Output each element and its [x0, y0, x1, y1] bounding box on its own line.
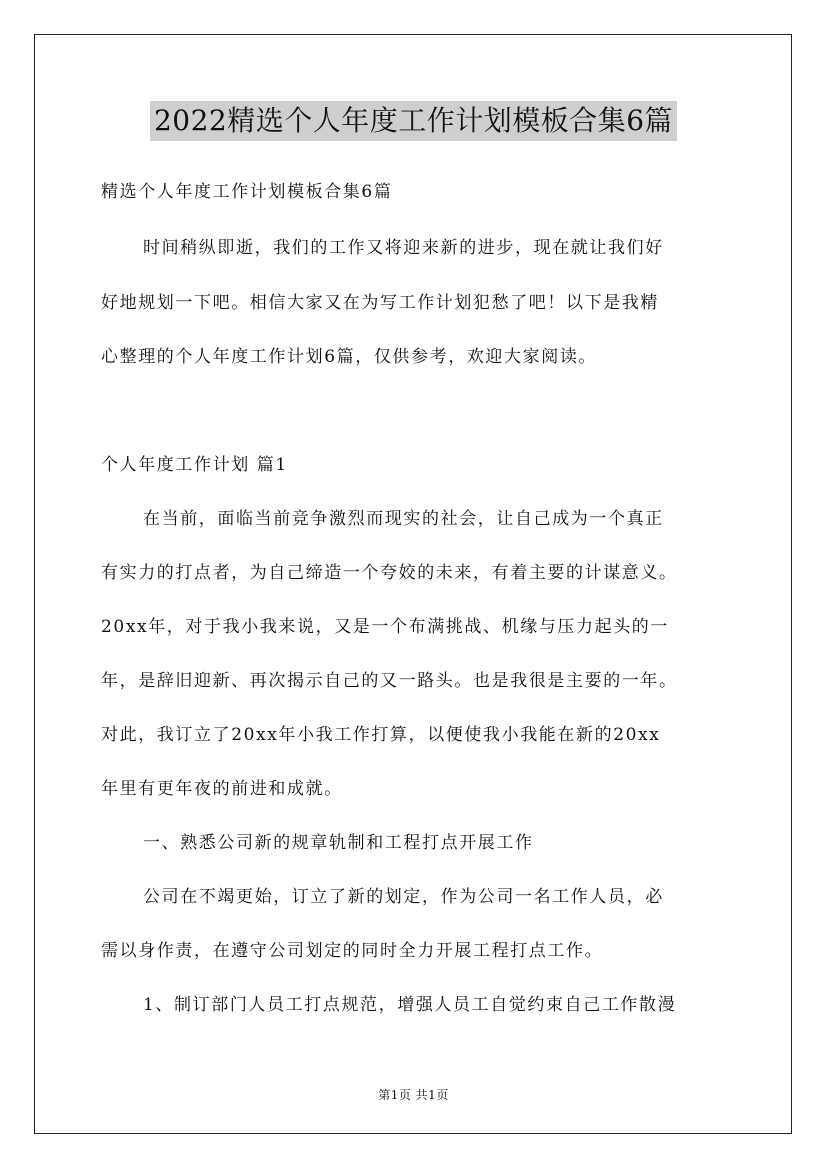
page-footer: 第1页 共1页	[378, 1088, 449, 1102]
document-title	[0, 101, 827, 141]
section-heading: 个人年度工作计划 篇1	[101, 455, 288, 475]
section-line-6: 年里有更年夜的前进和成就。	[101, 779, 343, 799]
item-line-1: 公司在不竭更始，订立了新的划定，作为公司一名工作人员，必	[143, 887, 664, 907]
intro-line-3: 心整理的个人年度工作计划6篇，仅供参考，欢迎大家阅读。	[101, 347, 598, 367]
section-line-3: 20xx年，对于我小我来说，又是一个布满挑战、机缘与压力起头的一	[101, 617, 670, 637]
intro-line-2: 好地规划一下吧。相信大家又在为写工作计划犯愁了吧！以下是我精	[101, 293, 659, 313]
item-line-2: 需以身作责，在遵守公司划定的同时全力开展工程打点工作。	[101, 941, 604, 961]
intro-line-1: 时间稍纵即逝，我们的工作又将迎来新的进步，现在就让我们好	[143, 238, 664, 258]
section-line-5: 对此，我订立了20xx年小我工作打算，以便使我小我能在新的20xx	[101, 725, 661, 745]
section-line-2: 有实力的打点者，为自己缔造一个夸姣的未来，有着主要的计谋意义。	[101, 563, 678, 583]
document-title-text: 2022精选个人年度工作计划模板合集6篇	[150, 101, 677, 141]
section-line-1: 在当前，面临当前竞争激烈而现实的社会，让自己成为一个真正	[143, 509, 664, 529]
section-line-4: 年，是辞旧迎新、再次揭示自己的又一路头。也是我很是主要的一年。	[101, 671, 678, 691]
sub-item-line: 1、制订部门人员工打点规范，增强人员工自觉约束自己工作散漫	[143, 995, 677, 1015]
document-subtitle: 精选个人年度工作计划模板合集6篇	[101, 182, 393, 202]
item-heading: 一、熟悉公司新的规章轨制和工程打点开展工作	[143, 833, 534, 853]
